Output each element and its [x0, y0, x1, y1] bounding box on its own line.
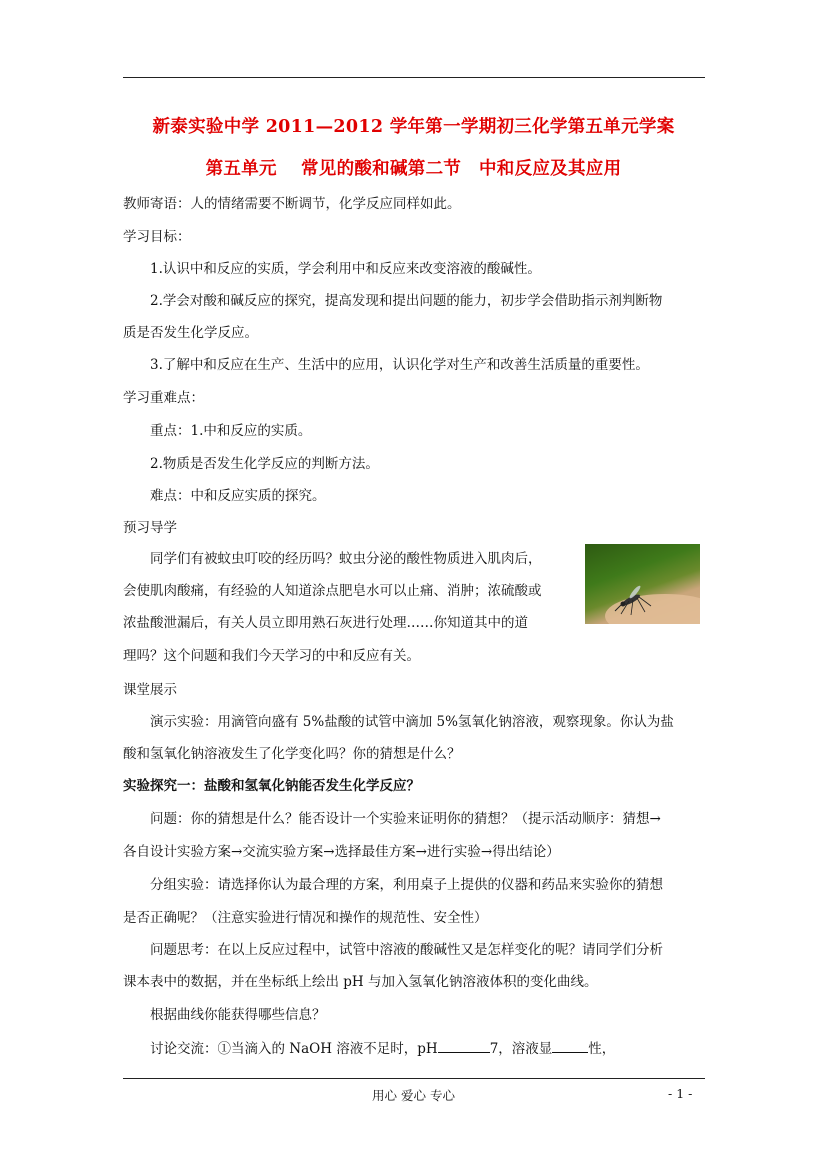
document-title: 新泰实验中学 2011—2012 学年第一学期初三化学第五单元学案: [152, 117, 675, 137]
discussion-text-a: 讨论交流：①当滴入的 NaOH 溶液不足时，pH: [150, 1041, 438, 1057]
preview-text-1: 同学们有被蚊虫叮咬的经历吗？蚊虫分泌的酸性物质进入肌肉后，: [150, 551, 542, 567]
page-number: - 1 -: [668, 1086, 693, 1101]
footer-motto: 用心 爱心 专心: [372, 1088, 455, 1103]
discussion-text-b: 7，溶液显: [489, 1041, 553, 1057]
section-title: 第五单元 常见的酸和碱第二节 中和反应及其应用: [205, 159, 622, 179]
question-text-1: 问题：你的猜想是什么？能否设计一个实验来证明你的猜想？（提示活动顺序：猜想→: [150, 811, 661, 827]
footer-rule: [123, 1078, 705, 1079]
demo-text-2: 酸和氢氧化钠溶液发生了化学变化吗？你的猜想是什么？: [123, 746, 461, 762]
preview-heading: 预习导学: [123, 520, 177, 536]
teacher-note: 教师寄语：人的情绪需要不断调节，化学反应同样如此。: [123, 196, 461, 212]
group-text-2: 是否正确呢？（注意实验进行情况和操作的规范性、安全性）: [123, 910, 488, 926]
preview-text-2: 会使肌肉酸痛，有经验的人知道涂点肥皂水可以止痛、消肿；浓硫酸或: [123, 583, 542, 599]
explore-heading: 实验探究一：盐酸和氢氧化钠能否发生化学反应？: [123, 778, 420, 794]
header-rule: [123, 77, 705, 78]
think-text-2: 课本表中的数据，并在坐标纸上绘出 pH 与加入氢氧化钠溶液体积的变化曲线。: [123, 974, 598, 990]
mosquito-icon: [585, 544, 700, 624]
goals-heading: 学习目标：: [123, 229, 191, 245]
class-heading: 课堂展示: [123, 682, 177, 698]
goal-1: 1.认识中和反应的实质，学会利用中和反应来改变溶液的酸碱性。: [150, 261, 541, 277]
preview-text-3: 浓盐酸泄漏后，有关人员立即用熟石灰进行处理……你知道其中的道: [123, 615, 528, 631]
goal-3: 3.了解中和反应在生产、生活中的应用，认识化学对生产和改善生活质量的重要性。: [150, 357, 649, 373]
mosquito-photo: [585, 544, 700, 624]
goal-2a: 2.学会对酸和碱反应的探究，提高发现和提出问题的能力，初步学会借助指示剂判断物: [150, 293, 663, 309]
discussion-line: [150, 1038, 615, 1059]
key-point-2: 2.物质是否发生化学反应的判断方法。: [150, 456, 379, 472]
goal-2b: 质是否发生化学反应。: [123, 325, 258, 341]
discussion-text-c: 性，: [588, 1041, 616, 1057]
difficulty-point: 难点：中和反应实质的探究。: [150, 488, 326, 504]
think-text-1: 问题思考：在以上反应过程中，试管中溶液的酸碱性又是怎样变化的呢？请同学们分析: [150, 942, 663, 958]
key-point-1: 重点：1.中和反应的实质。: [150, 423, 312, 439]
preview-text-4: 理吗？这个问题和我们今天学习的中和反应有关。: [123, 648, 420, 664]
key-heading: 学习重难点：: [123, 390, 204, 406]
ph-blank[interactable]: [438, 1038, 490, 1053]
property-blank[interactable]: [552, 1038, 588, 1053]
demo-text-1: 演示实验：用滴管向盛有 5%盐酸的试管中滴加 5%氢氧化钠溶液，观察现象。你认为盐: [150, 714, 674, 730]
question-text-2: 各自设计实验方案→交流实验方案→选择最佳方案→进行实验→得出结论）: [123, 844, 560, 860]
group-text-1: 分组实验：请选择你认为最合理的方案，利用桌子上提供的仪器和药品来实验你的猜想: [150, 877, 663, 893]
info-question: 根据曲线你能获得哪些信息？: [150, 1007, 326, 1023]
